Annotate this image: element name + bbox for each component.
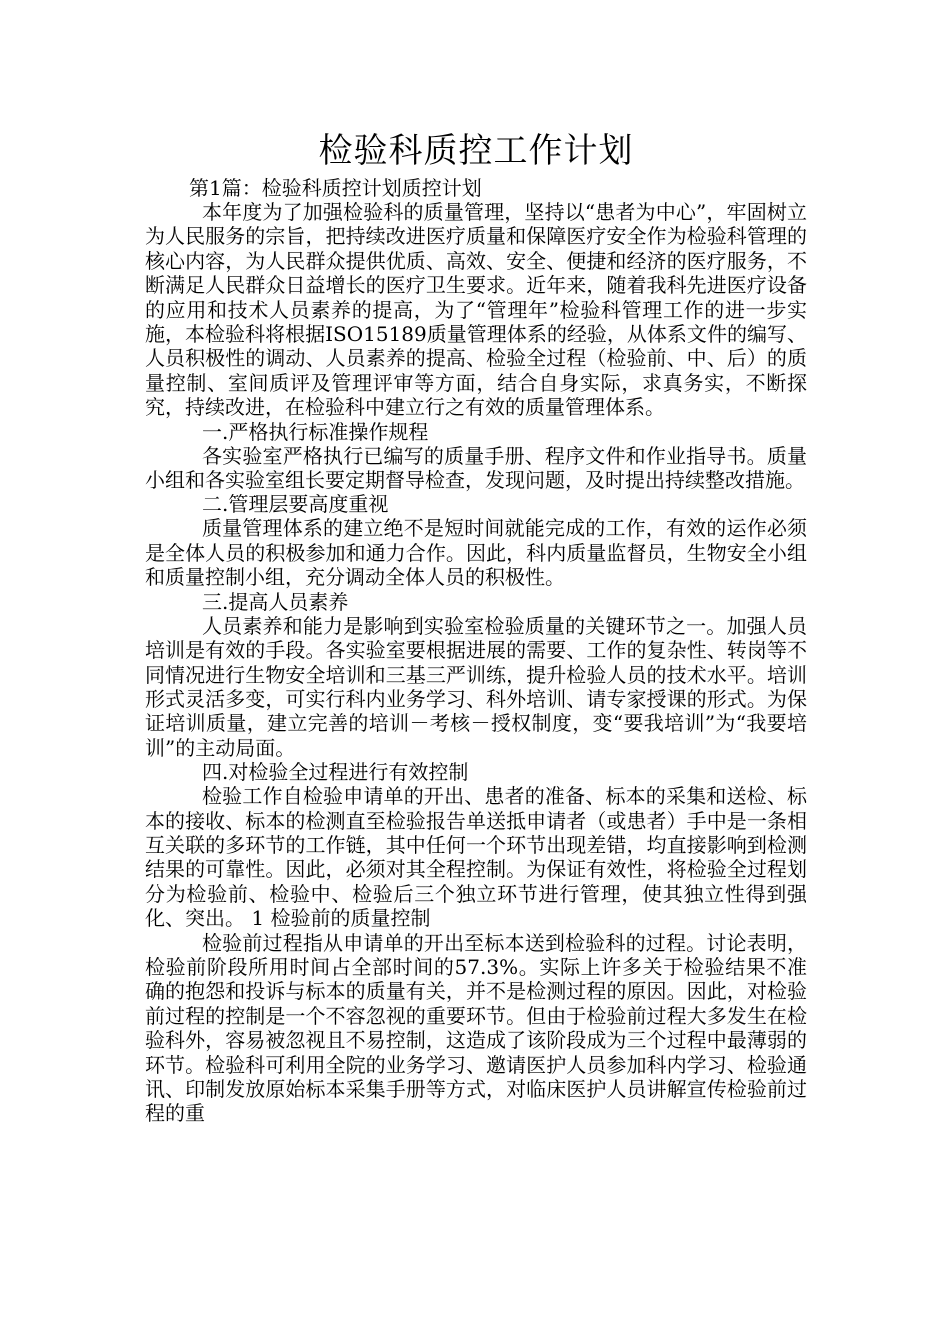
paragraph-section-2: 质量管理体系的建立绝不是短时间就能完成的工作，有效的运作必须是全体人员的积极参加和通力合作。因此，科内质量监督员，生物安全小组和质量控制小组，充分调动全体人员的积极性。 [145,516,807,590]
paragraph-section-3: 人员素养和能力是影响到实验室检验质量的关键环节之一。加强人员培训是有效的手段。各实验室要根据进展的需要、工作的复杂性、转岗等不同情况进行生物安全培训和三基三严训练，提升检验人员的技术水平。培训形式灵活多变，可实行科内业务学习、科外培训、请专家授课的形式。为保证培训质量，建立完善的培训－考核－授权制度，变“要我培训”为“我要培训”的主动局面。 [145,613,807,760]
paragraph-section-4: 检验工作自检验申请单的开出、患者的准备、标本的采集和送检、标本的接收、标本的检测直至检验报告单送抵申请者（或患者）手中是一条相互关联的多环节的工作链，其中任何一个环节出现差错，均直接影响到检测结果的可靠性。因此，必须对其全程控制。为保证有效性，将检验全过程划分为检验前、检验中、检验后三个独立环节进行管理，使其独立性得到强化、突出。 1 检验前的质量控制 [145,784,807,931]
document-subtitle: 第1篇：检验科质控计划质控计划 [189,176,482,200]
section-heading-2: 二.管理层要高度重视 [202,492,389,517]
document-page [145,128,807,1126]
section-heading-1: 一.严格执行标准操作规程 [202,419,429,444]
paragraph-intro: 本年度为了加强检验科的质量管理，坚持以“患者为中心”，牢固树立为人民服务的宗旨，把持续改进医疗质量和保障医疗安全作为检验科管理的核心内容，为人民群众提供优质、高效、安全、便捷和经济的医疗服务，不断满足人民群众日益增长的医疗卫生要求。近年来，随着我科先进医疗设备的应用和技术人员素养的提高，为了“管理年”检验科管理工作的进一步实施，本检验科将根据ISO15189质量管理体系的经验，从体系文件的编写、人员积极性的调动、人员素养的提高、检验全过程（检验前、中、后）的质量控制、室间质评及管理评审等方面，结合自身实际，求真务实，不断探究，持续改进，在检验科中建立行之有效的质量管理体系。 [145,200,807,420]
section-heading-3: 三.提高人员素养 [202,589,349,614]
section-heading-4: 四.对检验全过程进行有效控制 [202,760,469,785]
document-title: 检验科质控工作计划 [318,131,634,171]
paragraph-pre-analytical: 检验前过程指从申请单的开出至标本送到检验科的过程。讨论表明，检验前阶段所用时间占全部时间的57.3%。实际上许多关于检验结果不准确的抱怨和投诉与标本的质量有关，并不是检测过程的原因。因此，对检验前过程的控制是一个不容忽视的重要环节。但由于检验前过程大多发生在检验科外，容易被忽视且不易控制，这造成了该阶段成为三个过程中最薄弱的环节。检验科可利用全院的业务学习、邀请医护人员参加科内学习、检验通讯、印制发放原始标本采集手册等方式，对临床医护人员讲解宣传检验前过程的重 [145,930,807,1126]
paragraph-section-1: 各实验室严格执行已编写的质量手册、程序文件和作业指导书。质量小组和各实验室组长要定期督导检查，发现问题，及时提出持续整改措施。 [145,443,807,493]
